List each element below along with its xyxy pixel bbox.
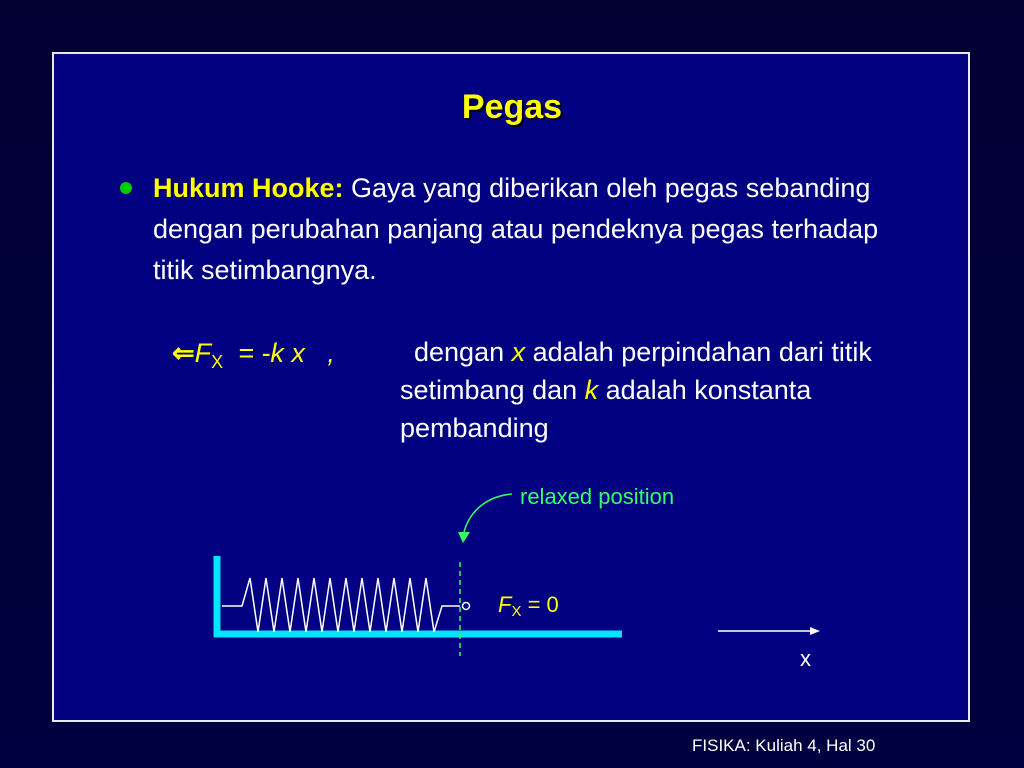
x-axis-label: x xyxy=(800,646,811,671)
force-zero-f: F xyxy=(498,592,512,617)
formula-subscript: X xyxy=(211,352,224,372)
hooke-law-description: Gaya yang diberikan oleh pegas sebanding dengan perubahan panjang atau pendeknya pegas terhadap titik setimbangnya. xyxy=(153,173,879,285)
explanation-part2: adalah perpindahan dari titik setimbang dan xyxy=(400,337,872,405)
explanation-var-x: x xyxy=(511,337,526,367)
slide-title: Pegas xyxy=(461,88,563,126)
explanation-part1: dengan xyxy=(414,337,512,367)
x-axis-arrowhead xyxy=(810,627,820,635)
relaxed-position-label: relaxed position xyxy=(520,484,675,509)
arrow-left-icon: ⇐ xyxy=(172,338,195,368)
formula-rhs: = -k x , xyxy=(223,338,335,368)
relaxed-pointer-arrowhead xyxy=(458,532,470,543)
spring-coil xyxy=(222,578,460,632)
force-zero-label xyxy=(498,592,559,620)
slide-footer: FISIKA: Kuliah 4, Hal 30 xyxy=(692,736,876,755)
spring-end-marker xyxy=(463,603,470,610)
force-zero-rest: = 0 xyxy=(521,592,559,617)
force-zero-subscript: X xyxy=(511,603,522,620)
explanation-var-k: k xyxy=(584,375,599,405)
hooke-law-term: Hukum Hooke: xyxy=(153,173,344,203)
explanation-part3: adalah konstanta pembanding xyxy=(400,375,812,443)
formula-f: F xyxy=(194,338,212,368)
relaxed-pointer-curve xyxy=(464,494,512,532)
